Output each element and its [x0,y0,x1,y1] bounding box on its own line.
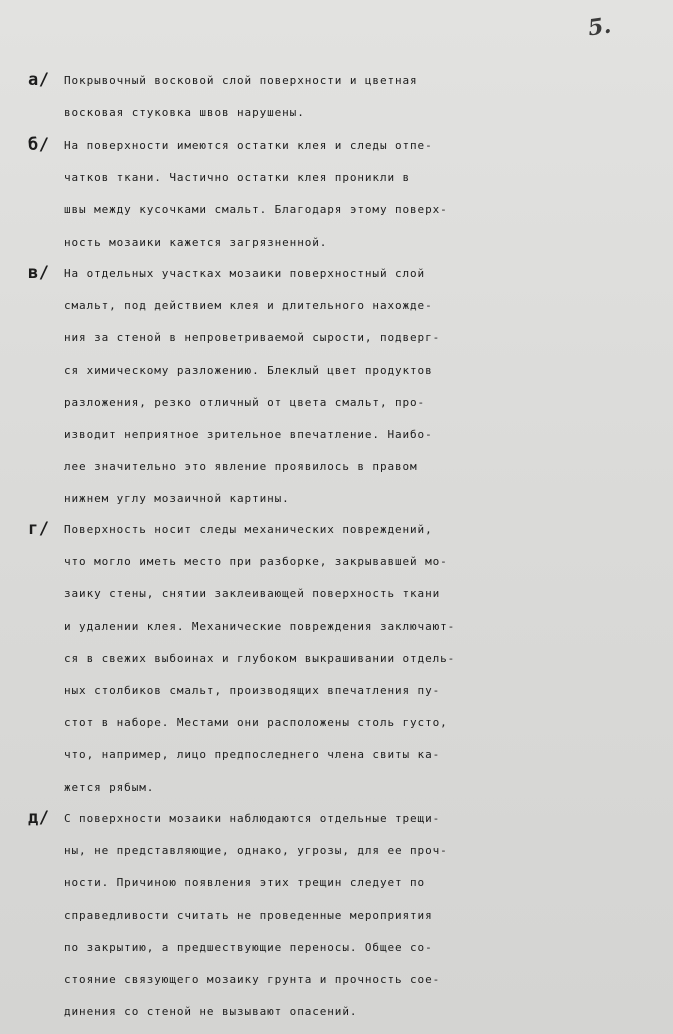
text-line: На отдельных участках мозаики поверхностный слой [64,267,426,280]
item-marker: в/ [28,263,50,283]
text-line: нижнем углу мозаичной картины. [64,492,290,506]
text-line: восковая стуковка швов нарушены. [64,106,305,120]
text-line: что могло иметь место при разборке, закрывавшей мо- [64,555,448,569]
item-marker: г/ [28,519,50,539]
text-line: стот в наборе. Местами они расположены столь густо, [64,716,448,730]
item-marker: д/ [28,808,50,828]
text-line: динения со стеной не вызывают опасений. [64,1005,358,1019]
text-line: ся химическому разложению. Блеклый цвет продуктов [64,363,433,377]
text-line: разложения, резко отличный от цвета смальт, про- [64,395,426,409]
item-marker: б/ [28,135,50,155]
text-line: ных столбиков смальт, производящих впечатления пу- [64,683,441,697]
list-item [28,70,668,134]
text-line: заику стены, снятии заклеивающей поверхность ткани [64,587,441,601]
list-item [28,135,668,264]
text-line: лее значительно это явление проявилось в правом [64,460,418,474]
text-line: чатков ткани. Частично остатки клея проникли в [64,171,411,185]
text-line: На поверхности имеются остатки клея и следы отпе- [64,139,433,152]
list-item [28,519,668,809]
text-line: по закрытию, а предшествующие переносы. Общее со- [64,940,433,954]
list-item [28,808,668,1033]
page-number: 5. [586,12,613,42]
text-line: что, например, лицо предпоследнего члена свиты ка- [64,748,441,762]
text-line: ность мозаики кажется загрязненной. [64,235,328,249]
text-line: Поверхность носит следы механических повреждений, [64,523,433,536]
text-line: изводит неприятное зрительное впечатление. Наибо- [64,427,433,441]
text-line: швы между кусочками смальт. Благодаря этому поверх- [64,203,448,217]
text-line: С поверхности мозаики наблюдаются отдельные трещи- [64,812,441,825]
text-line: стояние связующего мозаику грунта и прочность сое- [64,972,441,986]
text-line: ности. Причиною появления этих трещин следует по [64,876,426,890]
text-line: ния за стеной в непроветриваемой сырости, подверг- [64,331,441,345]
text-line: жется рябым. [64,780,155,794]
text-line: Покрывочный восковой слой поверхности и цветная [64,74,418,87]
text-line: смальт, под действием клея и длительного нахожде- [64,299,433,313]
text-line: справедливости считать не проведенные мероприятия [64,908,433,922]
list-item [28,263,668,521]
item-marker: а/ [28,70,50,90]
text-line: ны, не представляющие, однако, угрозы, для ее проч- [64,844,448,858]
text-line: и удалении клея. Механические повреждения заключают- [64,619,456,633]
text-line: ся в свежих выбоинах и глубоком выкрашивании отдель- [64,651,456,665]
